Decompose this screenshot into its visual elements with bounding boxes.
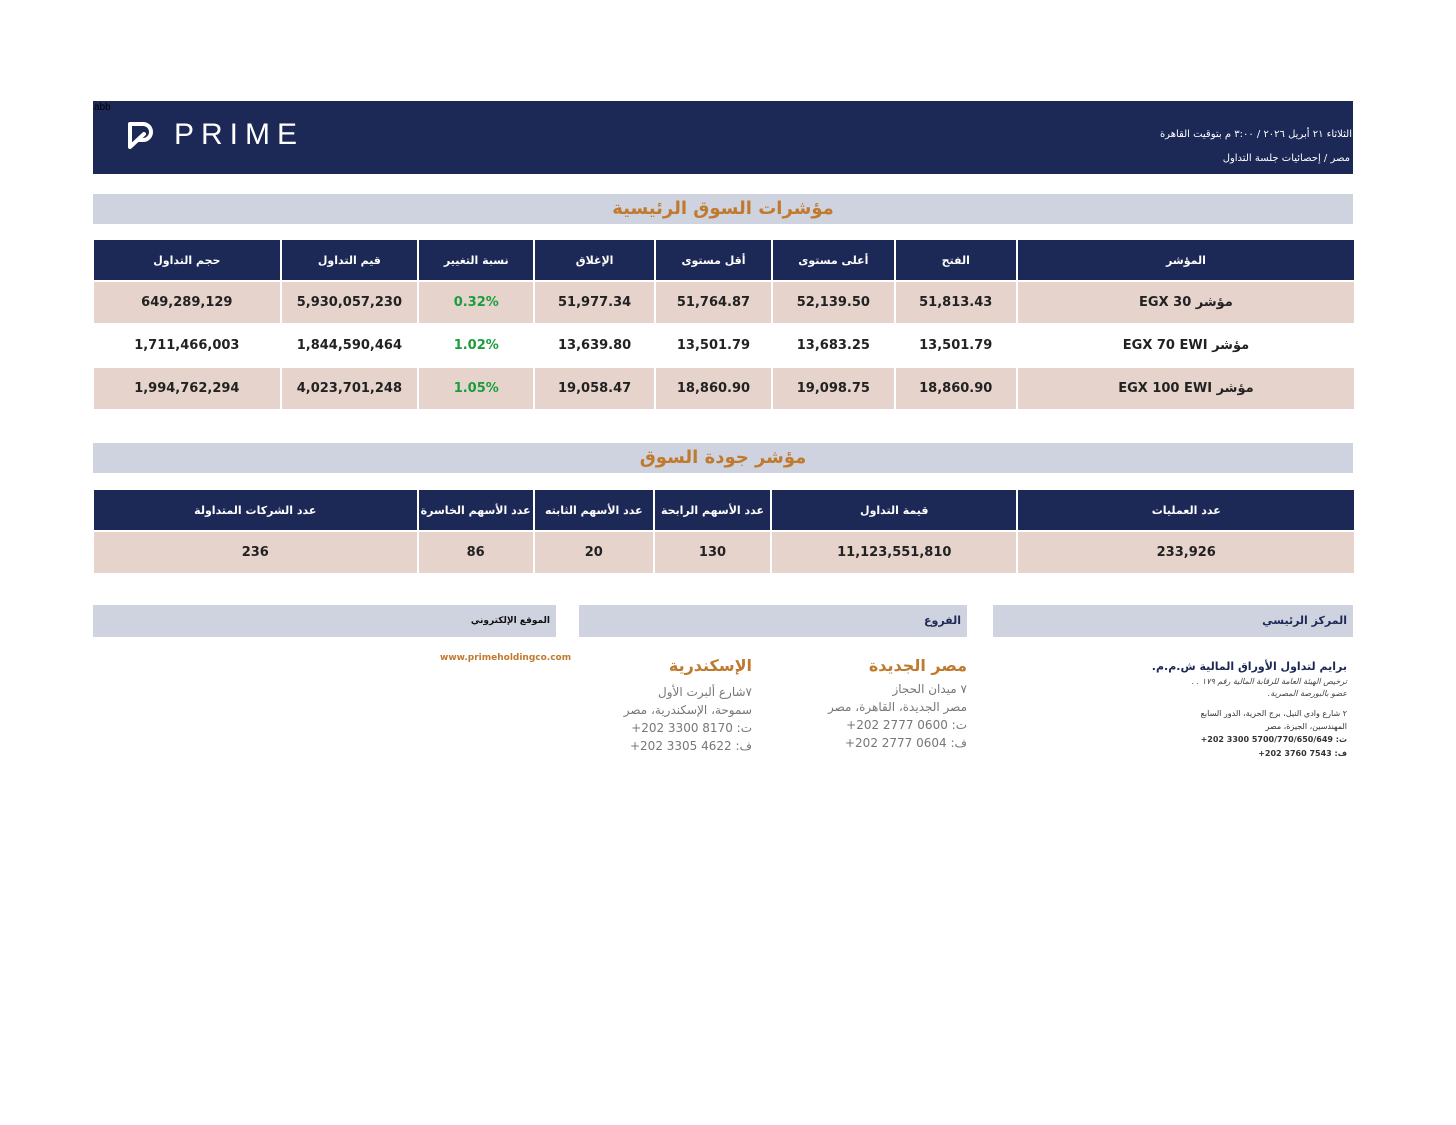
low-value: 13,501.79: [656, 325, 771, 366]
branches-title: الفروع: [923, 614, 961, 627]
trade-value: 1,844,590,464: [282, 325, 417, 366]
trade-value: 4,023,701,248: [282, 368, 417, 409]
brand-wordmark: PRIME: [174, 118, 305, 151]
change-value: 1.02%: [419, 325, 533, 366]
indices-table: [92, 238, 1356, 411]
website-link[interactable]: www.primeholdingco.com: [440, 653, 572, 663]
col-low: أقل مستوى: [656, 240, 771, 280]
trade-volume: 1,711,466,003: [94, 325, 280, 366]
branch-alexandria-name: الإسكندرية: [668, 656, 752, 675]
hq-company: برايم لتداول الأوراق المالية ش.م.م.: [1151, 660, 1347, 673]
trade-value: 11,123,551,810: [772, 532, 1016, 573]
col-losers: عدد الأسهم الخاسرة: [419, 490, 533, 530]
website-title: الموقع الإلكتروني: [470, 616, 550, 626]
close-value: 19,058.47: [535, 368, 653, 409]
col-index: المؤشر: [1018, 240, 1354, 280]
quality-table: [92, 488, 1356, 575]
change-value: 0.32%: [419, 282, 533, 323]
trade-volume: 1,994,762,294: [94, 368, 280, 409]
hq-bar: [993, 605, 1353, 637]
trades-count: 233,926: [1018, 532, 1354, 573]
hq-tel: ت: 5700/770/650/649 3300 202+: [1200, 735, 1347, 744]
trade-volume: 649,289,129: [94, 282, 280, 323]
branch-alexandria-tel: ت: 8170 3300 202+: [631, 721, 752, 735]
table-row: [94, 532, 1354, 573]
indices-header-row: [94, 240, 1354, 280]
col-volume: حجم التداول: [94, 240, 280, 280]
open-value: 13,501.79: [896, 325, 1016, 366]
col-unchanged: عدد الأسهم الثابته: [535, 490, 653, 530]
prime-logo-icon: [126, 120, 156, 150]
hq-fax: ف: 7543 3760 202+: [1258, 749, 1347, 758]
hq-address-2: المهندسين، الجيزة، مصر: [1265, 722, 1347, 731]
col-high: أعلى مستوى: [773, 240, 893, 280]
open-value: 51,813.43: [896, 282, 1016, 323]
quality-section-title: مؤشر جودة السوق: [639, 447, 807, 468]
branches-bar: [579, 605, 967, 637]
traded-companies-count: 236: [94, 532, 417, 573]
corner-tag: abb: [94, 102, 111, 113]
hq-address-1: ٢ شارع وادي النيل، برج الحرية، الدور السابع: [1200, 709, 1347, 718]
branch-heliopolis-tel: ت: 0600 2777 202+: [846, 718, 967, 732]
low-value: 18,860.90: [656, 368, 771, 409]
quality-section-bar: [93, 443, 1353, 473]
branch-heliopolis-line2: مصر الجديدة، القاهرة، مصر: [827, 700, 967, 714]
col-change: نسبة التغيير: [419, 240, 533, 280]
change-value: 1.05%: [419, 368, 533, 409]
trade-value: 5,930,057,230: [282, 282, 417, 323]
branch-alexandria-line2: سموحة، الإسكندرية، مصر: [623, 703, 752, 717]
prime-logo: [126, 118, 304, 152]
report-date: الثلاثاء ٢١ أبريل ٢٠٢٦ / ٣:٠٠ م بتوقيت القاهرة: [1159, 129, 1352, 140]
indices-section-title: مؤشرات السوق الرئيسية: [612, 198, 834, 219]
branch-alexandria-line1: ٧شارع ألبرت الأول: [658, 685, 752, 699]
index-name: مؤشر EGX 70 EWI: [1018, 325, 1354, 366]
col-traded-companies: عدد الشركات المتداولة: [94, 490, 417, 530]
table-row: [94, 368, 1354, 409]
col-gainers: عدد الأسهم الرابحة: [655, 490, 770, 530]
hq-member: عضو بالبورصة المصرية.: [1267, 689, 1347, 698]
low-value: 51,764.87: [656, 282, 771, 323]
col-value: قيم التداول: [282, 240, 417, 280]
gainers-count: 130: [655, 532, 770, 573]
close-value: 13,639.80: [535, 325, 653, 366]
branch-heliopolis-name: مصر الجديدة: [868, 656, 967, 675]
open-value: 18,860.90: [896, 368, 1016, 409]
branch-heliopolis-line1: ٧ ميدان الحجاز: [892, 682, 967, 696]
high-value: 19,098.75: [773, 368, 893, 409]
close-value: 51,977.34: [535, 282, 653, 323]
col-open: الفتح: [896, 240, 1016, 280]
website-bar: [93, 605, 556, 637]
quality-header-row: [94, 490, 1354, 530]
index-name: مؤشر EGX 30: [1018, 282, 1354, 323]
table-row: [94, 282, 1354, 323]
report-subtitle: مصر / إحصائيات جلسة التداول: [1222, 153, 1350, 164]
table-row: [94, 325, 1354, 366]
high-value: 13,683.25: [773, 325, 893, 366]
col-trades-count: عدد العمليات: [1018, 490, 1354, 530]
hq-license: ترخيص الهيئة العامة للرقابة المالية رقم ١٧٩ . .: [1191, 677, 1347, 686]
col-close: الإغلاق: [535, 240, 653, 280]
indices-section-bar: [93, 194, 1353, 224]
losers-count: 86: [419, 532, 533, 573]
index-name: مؤشر EGX 100 EWI: [1018, 368, 1354, 409]
unchanged-count: 20: [535, 532, 653, 573]
branch-alexandria-fax: ف: 4622 3305 202+: [629, 739, 752, 753]
branch-heliopolis-fax: ف: 0604 2777 202+: [844, 736, 967, 750]
col-trade-value: قيمة التداول: [772, 490, 1016, 530]
high-value: 52,139.50: [773, 282, 893, 323]
hq-title: المركز الرئيسي: [1262, 614, 1347, 627]
